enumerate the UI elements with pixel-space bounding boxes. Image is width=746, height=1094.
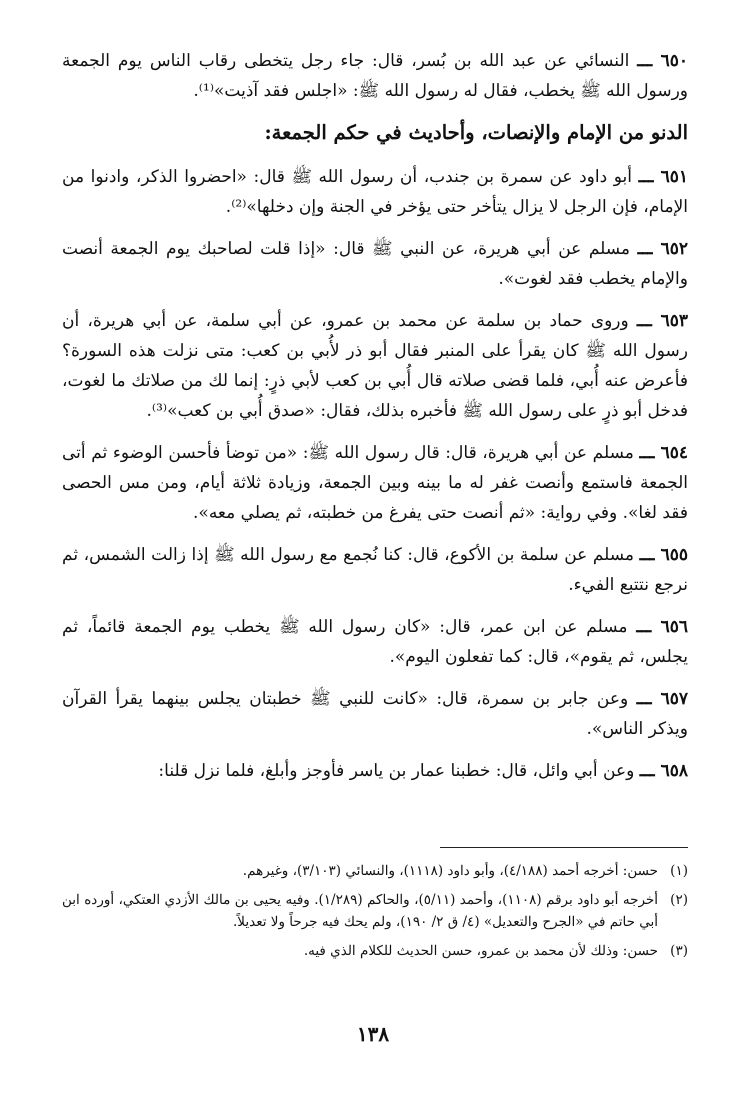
- section-heading: الدنو من الإمام والإنصات، وأحاديث في حكم الجمعة:: [264, 121, 688, 144]
- hadith-text: مسلم عن أبي هريرة، عن النبي ﷺ قال: «إذا قلت لصاحبك يوم الجمعة أنصت والإمام يخطب فقد لغوت».: [62, 239, 688, 289]
- hadith-text: وعن جابر بن سمرة، قال: «كانت للنبي ﷺ خطبتان يجلس بينهما يقرأ القرآن ويذكر الناس».: [62, 689, 688, 739]
- footnote-2: [62, 889, 688, 933]
- hadith-656: [62, 612, 688, 672]
- hadith-number: ٦٥٨ ـــ: [639, 761, 688, 781]
- hadith-654: [62, 438, 688, 528]
- page-body: [62, 46, 688, 798]
- hadith-658: [62, 756, 688, 786]
- footnote-text: حسن: أخرجه أحمد (٤/١٨٨)، وأبو داود (١١١٨)، والنسائي (٣/١٠٣)، وغيرهم.: [242, 863, 658, 879]
- hadith-text: مسلم عن سلمة بن الأكوع، قال: كنا نُجمع مع رسول الله ﷺ إذا زالت الشمس، ثم نرجع نتتبع الفيء.: [62, 545, 688, 595]
- hadith-650: [62, 46, 688, 106]
- hadith-number: ٦٥٢ ـــ: [637, 239, 688, 259]
- hadith-number: ٦٥٦ ـــ: [636, 617, 688, 637]
- footnote-number: (٣): [670, 943, 688, 959]
- footnote-number: (٢): [670, 892, 688, 908]
- footnote-text: أخرجه أبو داود برقم (١١٠٨)، وأحمد (٥/١١)، والحاكم (١/٢٨٩). وفيه يحيى بن مالك الأزدي العتكي، أورده ابن أبي حاتم في «الجرح والتعديل» (٤/ ق ٢/ ١٩٠)، ولم يحك فيه جرحاً ولا تعديلاً.: [62, 892, 658, 930]
- hadith-651: [62, 162, 688, 222]
- hadith-652: [62, 234, 688, 294]
- footnote-3: [62, 940, 688, 962]
- page-number: ١٣٨: [356, 1022, 390, 1046]
- hadith-657: [62, 684, 688, 744]
- hadith-number: ٦٥٧ ـــ: [636, 689, 688, 709]
- hadith-653: [62, 306, 688, 426]
- footnote-text: حسن: وذلك لأن محمد بن عمرو، حسن الحديث للكلام الذي فيه.: [303, 943, 658, 959]
- hadith-text: مسلم عن أبي هريرة، قال: قال رسول الله ﷺ: «من توضأ فأحسن الوضوء ثم أتى الجمعة فاستمع وأنصت غفر له ما بينه وبين الجمعة، وزيادة ثلاثة أيام، ومن مس الحصى فقد لغا». وفي رواية: «ثم أنصت حتى يفرغ من خطبته، ثم يصلي معه».: [62, 443, 688, 523]
- hadith-number: ٦٥٠ ـــ: [637, 51, 688, 71]
- hadith-number: ٦٥١ ـــ: [638, 167, 688, 187]
- hadith-text: وعن أبي وائل، قال: خطبنا عمار بن ياسر فأوجز وأبلغ، فلما نزل قلنا:: [158, 761, 635, 781]
- hadith-text: مسلم عن ابن عمر، قال: «كان رسول الله ﷺ يخطب يوم الجمعة قائماً، ثم يجلس، ثم يقوم»، قال: كما تفعلون اليوم».: [62, 617, 688, 667]
- hadith-text: النسائي عن عبد الله بن بُسر، قال: جاء رجل يتخطى رقاب الناس يوم الجمعة ورسول الله ﷺ يخطب، فقال له رسول الله ﷺ: «اجلس فقد آذيت»⁽¹⁾.: [62, 51, 688, 101]
- hadith-number: ٦٥٣ ـــ: [636, 311, 688, 331]
- hadith-number: ٦٥٤ ـــ: [639, 443, 688, 463]
- hadith-text: وروى حماد بن سلمة عن محمد بن عمرو، عن أبي سلمة، عن أبي هريرة، أن رسول الله ﷺ كان يقرأ على المنبر فقال أبو ذر لأُبي بن كعب: متى نزلت هذه السورة؟ فأعرض عنه أُبي، فلما قضى صلاته قال أُبي بن كعب لأبي ذرٍ: إنما لك من صلاتك ما لغوت، فدخل أبو ذرٍ على رسول الله ﷺ فأخبره بذلك، فقال: «صدق أُبي بن كعب»⁽³⁾.: [62, 311, 688, 421]
- footnote-1: [62, 860, 688, 882]
- footnote-divider: [440, 847, 688, 848]
- footnotes: [62, 860, 688, 969]
- hadith-number: ٦٥٥ ـــ: [639, 545, 688, 565]
- hadith-655: [62, 540, 688, 600]
- footnote-number: (١): [670, 863, 688, 879]
- hadith-text: أبو داود عن سمرة بن جندب، أن رسول الله ﷺ قال: «احضروا الذكر، وادنوا من الإمام، فإن الرجل لا يزال يتأخر حتى يؤخر في الجنة وإن دخلها»⁽²⁾.: [62, 167, 688, 217]
